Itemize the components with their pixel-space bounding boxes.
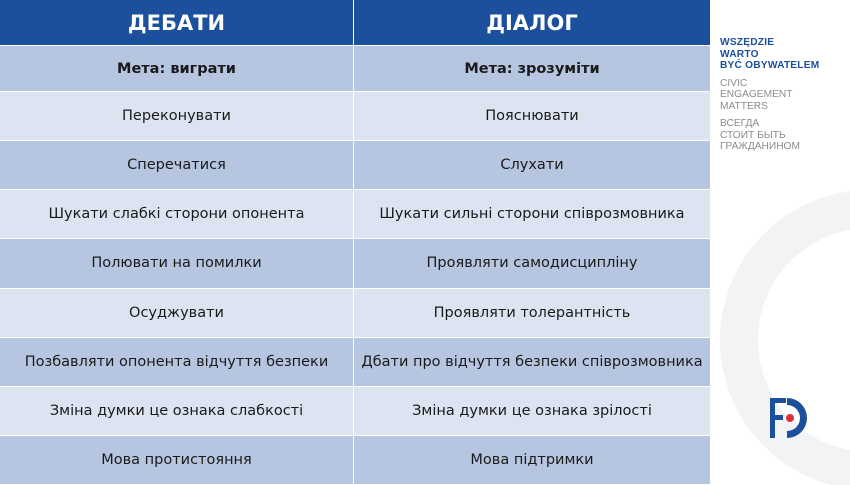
- table-cell: Проявляти толерантність: [354, 289, 710, 338]
- header-debates: ДЕБАТИ: [0, 0, 354, 46]
- table-cell: Слухати: [354, 141, 710, 190]
- slogan-ru-line: ВСЕГДА: [720, 118, 760, 129]
- slogan-pl-line: WARTO: [720, 48, 759, 60]
- slogan-pl-line: WSZĘDZIE: [720, 37, 775, 48]
- table-cell: Шукати слабкі сторони опонента: [0, 190, 354, 239]
- slogan-block: [720, 37, 819, 153]
- table-cell: Дбати про відчуття безпеки співрозмовника: [354, 338, 710, 387]
- table-cell: Сперечатися: [0, 141, 354, 190]
- slogan-en-line: MATTERS: [720, 100, 768, 112]
- slogan-pl-line: BYĆ OBYWATELEM: [720, 60, 820, 71]
- slogan-en-line: CIVIC: [720, 77, 748, 89]
- table-cell: Переконувати: [0, 92, 354, 141]
- slogan-ru-line: СТОИТ БЫТЬ: [720, 129, 786, 141]
- goal-dialogue: Мета: зрозуміти: [354, 46, 710, 92]
- table-cell: Мова підтримки: [354, 436, 710, 485]
- table-cell: Полювати на помилки: [0, 239, 354, 288]
- table-cell: Проявляти самодисципліну: [354, 239, 710, 288]
- table-cell: Пояснювати: [354, 92, 710, 141]
- table-cell: Шукати сильні сторони співрозмовника: [354, 190, 710, 239]
- table-cell: Осуджувати: [0, 289, 354, 338]
- table-cell: Зміна думки це ознака слабкості: [0, 387, 354, 436]
- slogan-en-line: ENGAGEMENT: [720, 89, 793, 100]
- table-cell: Позбавляти опонента відчуття безпеки: [0, 338, 354, 387]
- goal-debates: Мета: виграти: [0, 46, 354, 92]
- header-dialogue: ДІАЛОГ: [354, 0, 710, 46]
- table-cell: Зміна думки це ознака зрілості: [354, 387, 710, 436]
- branding-sidebar: [710, 0, 850, 485]
- fd-logo-icon: [768, 396, 814, 442]
- slogan-ru-line: ГРАЖДАНИНОМ: [720, 141, 800, 152]
- table-cell: Мова протистояння: [0, 436, 354, 485]
